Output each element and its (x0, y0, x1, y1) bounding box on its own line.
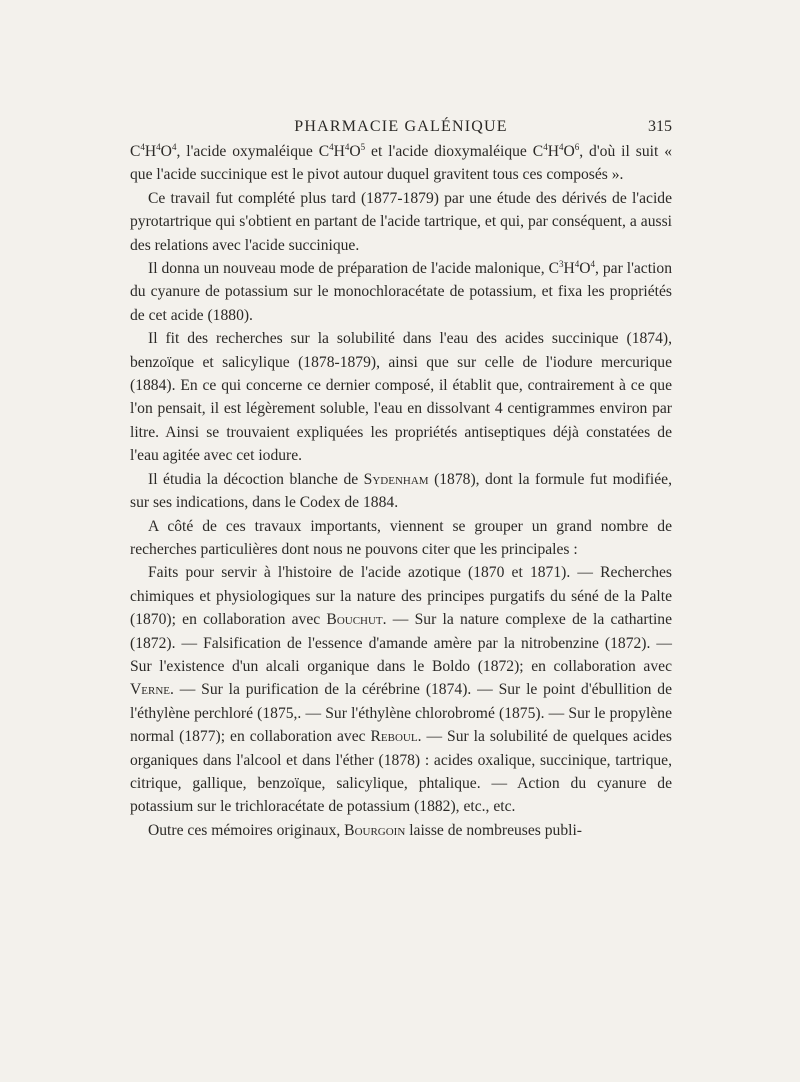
paragraph-3: Il donna un nouveau mode de préparation de l'acide malonique, $C^3H^4O^4$, par l'action du cyanure de potassium sur le monochloracétate de potassium, et fixa les propriétés de cet acide (1880). (130, 259, 672, 324)
paragraph-6: A côté de ces travaux importants, viennent se grouper un grand nombre de recherches particulières dont nous ne pouvons citer que les principales : (130, 517, 672, 558)
author-name: Bourgoin (344, 821, 406, 839)
paragraph-2: Ce travail fut complété plus tard (1877-1879) par une étude des dérivés de l'acide pyrotartrique qui s'obtient en partant de l'acide tartrique, et qui, par conséquent, a aussi des relations avec l'acide succinique. (130, 189, 672, 254)
paragraph-4: Il fit des recherches sur la solubilité dans l'eau des acides succinique (1874), benzoïque et salicylique (1878-1879), ainsi que sur celle de l'iodure mercurique (1884). En ce qui concerne ce dernier composé, il établit que, contrairement à ce que l'on pensait, il est légèrement soluble, l'eau en dissolvant 4 centigrammes environ par litre. Ainsi se trouvaient expliquées les propriétés antiseptiques déjà constatées de l'eau agitée avec cet iodure. (130, 330, 672, 465)
running-head (130, 116, 672, 138)
page-number: 315 (648, 118, 672, 135)
paragraph-7: Faits pour servir à l'histoire de l'acide azotique (1870 et 1871). — Recherches chimiques et physiologiques sur la nature des principes purgatifs du séné de la Palte (1870); en collaboration avec Bouchut. — Sur la nature complexe de la cathartine (1872). — Falsification de l'essence d'amande amère par la nitrobenzine (1872). — Sur l'existence d'un alcali organique dans le Boldo (1872); en collaboration avec Verne. — Sur la purification de la cérébrine (1874). — Sur le point d'ébullition de l'éthylène perchloré (1875,. — Sur l'éthylène chlorobromé (1875). — Sur le propylène normal (1877); en collaboration avec Reboul. — Sur la solubilité de quelques acides organiques dans l'alcool et dans l'éther (1878) : acides oxalique, succinique, tartrique, citrique, gallique, benzoïque, salicylique, phtalique. — Action du cyanure de potassium sur le trichloracétate de potassium (1882), etc., etc. (130, 564, 672, 816)
body-text (130, 140, 672, 842)
running-title: PHARMACIE GALÉNIQUE (294, 118, 508, 135)
paragraph-8: Outre ces mémoires originaux, Bourgoin laisse de nombreuses publi- (148, 821, 582, 839)
author-name: Reboul (370, 728, 418, 746)
author-name: Bouchut (326, 611, 383, 629)
author-name: Verne (130, 681, 170, 699)
author-name: Sydenham (363, 470, 429, 488)
paragraph-5: Il étudia la décoction blanche de Sydenham (1878), dont la formule fut modifiée, sur ses indications, dans le Codex de 1884. (130, 470, 672, 512)
paragraph-1: $C^4H^4O^4$, l'acide oxymaléique $C^4H^4O^5$ et l'acide dioxymaléique $C^4H^4O^6$, d'où il suit « que l'acide succinique est le pivot autour duquel gravitent tous ces composés ». (130, 142, 672, 184)
